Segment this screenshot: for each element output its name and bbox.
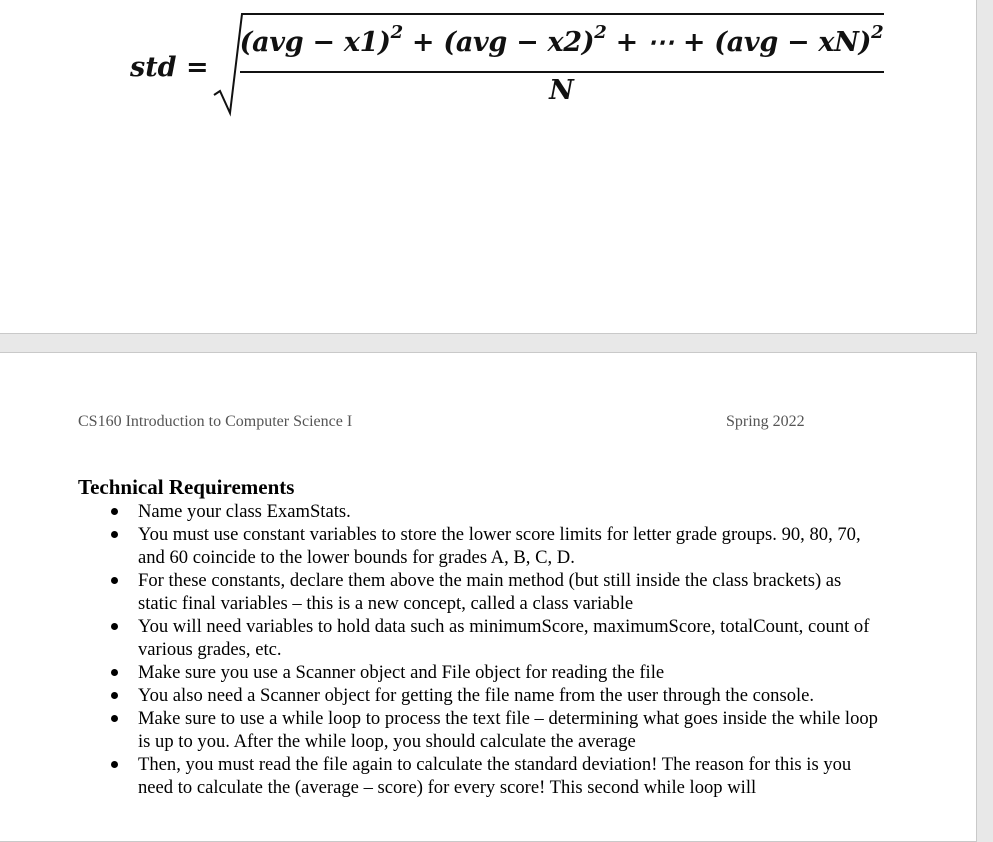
document-page-requirements [0, 352, 977, 842]
numerator-exponent-n: 2 [871, 22, 884, 43]
section-heading: Technical Requirements [78, 475, 295, 499]
numerator-term-2: + (avg − x2) [402, 27, 595, 58]
document-page-formula [0, 0, 977, 334]
numerator-exponent-1: 2 [390, 22, 403, 43]
requirement-item: Make sure to use a while loop to process the text file – determining what goes inside the while loop is up to you. After the while loop, you should calculate the average [138, 708, 878, 752]
requirement-item: You will need variables to hold data such as minimumScore, maximumScore, totalCount, count of various grades, etc. [138, 615, 878, 661]
numerator-exponent-2: 2 [594, 22, 607, 43]
requirements-list [138, 500, 878, 799]
formula-numerator [239, 22, 884, 58]
requirement-item: Then, you must read the file again to calculate the standard deviation! The reason for this is you need to calculate the (average – score) for every score! This second while loop will [138, 753, 878, 799]
requirement-item: You also need a Scanner object for getting the file name from the user through the console. [138, 684, 878, 707]
requirement-item: Name your class ExamStats. [138, 500, 878, 523]
numerator-term-1: (avg − x1) [239, 27, 391, 58]
requirement-item: You must use constant variables to store the lower score limits for letter grade groups. 90, 80, 70, and 60 coincide to the lower bounds for grades A, B, C, D. [138, 523, 878, 569]
formula-lhs: std = [130, 52, 209, 83]
numerator-term-n: + ⋯ + (avg − xN) [606, 27, 872, 58]
requirement-item: For these constants, declare them above the main method (but still inside the class brackets) as static final variables – this is a new concept, called a class variable [138, 569, 878, 615]
page-header-course: CS160 Introduction to Computer Science I [78, 413, 353, 430]
requirement-item: Make sure you use a Scanner object and File object for reading the file [138, 661, 878, 684]
formula-denominator: N [549, 75, 574, 106]
page-header-term: Spring 2022 [726, 413, 805, 430]
